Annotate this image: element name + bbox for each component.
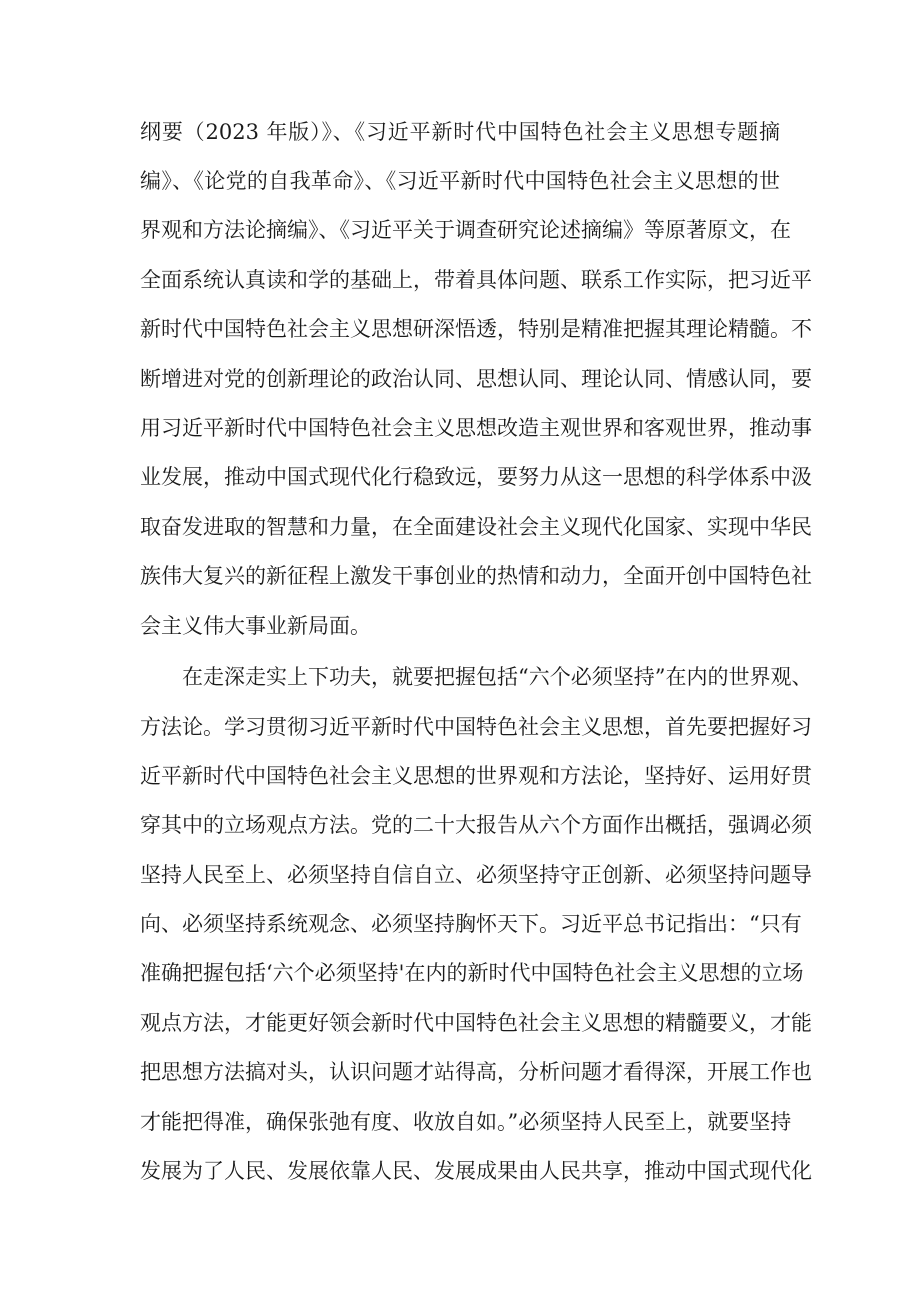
paragraph-1-line: 界观和方法论摘编》、《习近平关于调查研究论述摘编》等原著原文，在 <box>140 218 791 242</box>
paragraph-1-line: 取奋发进取的智慧和力量，在全面建设社会主义现代化国家、实现中华民 <box>140 515 812 539</box>
paragraph-2-line: 坚持人民至上、必须坚持自信自立、必须坚持守正创新、必须坚持问题导 <box>140 863 812 887</box>
paragraph-2-line: 向、必须坚持系统观念、必须坚持胸怀天下。习近平总书记指出：“只有 <box>140 912 802 936</box>
paragraph-2-line: 才能把得准，确保张弛有度、收放自如。”必须坚持人民至上，就要坚持 <box>140 1110 792 1134</box>
paragraph-1-line: 编》、《论党的自我革命》、《习近平新时代中国特色社会主义思想的世 <box>140 169 780 193</box>
paragraph-2-line: 穿其中的立场观点方法。党的二十大报告从六个方面作出概括，强调必须 <box>140 813 812 837</box>
paragraph-2-line: 把思想方法搞对头，认识问题才站得高，分析问题才看得深，开展工作也 <box>140 1060 812 1084</box>
paragraph-2-line: 观点方法，才能更好领会新时代中国特色社会主义思想的精髓要义，才能 <box>140 1011 812 1035</box>
paragraph-1-line: 族伟大复兴的新征程上激发干事创业的热情和动力，全面开创中国特色社 <box>140 564 812 588</box>
paragraph-1-line: 用习近平新时代中国特色社会主义思想改造主观世界和客观世界，推动事 <box>140 416 812 440</box>
paragraph-1-line: 新时代中国特色社会主义思想研深悟透，特别是精准把握其理论精髓。不 <box>140 317 812 341</box>
body-text <box>140 0 813 1301</box>
paragraph-2-line: 准确把握包括‘六个必须坚持'在内的新时代中国特色社会主义思想的立场 <box>140 961 804 985</box>
paragraph-2-line: 在走深走实上下功夫，就要把握包括“六个必须坚持”在内的世界观、 <box>182 665 813 689</box>
paragraph-1-line: 纲要（2023 年版）》、《习近平新时代中国特色社会主义思想专题摘 <box>140 120 780 144</box>
paragraph-1-line: 会主义伟大事业新局面。 <box>140 614 371 638</box>
paragraph-2-line: 方法论。学习贯彻习近平新时代中国特色社会主义思想，首先要把握好习 <box>140 715 812 739</box>
paragraph-1-line: 业发展，推动中国式现代化行稳致远，要努力从这一思想的科学体系中汲 <box>140 465 812 489</box>
paragraph-2-line: 近平新时代中国特色社会主义思想的世界观和方法论，坚持好、运用好贯 <box>140 764 812 788</box>
paragraph-2-line: 发展为了人民、发展依靠人民、发展成果由人民共享，推动中国式现代化 <box>140 1159 812 1183</box>
paragraph-1-line: 全面系统认真读和学的基础上，带着具体问题、联系工作实际，把习近平 <box>140 268 812 292</box>
paragraph-1-line: 断增进对党的创新理论的政治认同、思想认同、理论认同、情感认同，要 <box>140 367 812 391</box>
